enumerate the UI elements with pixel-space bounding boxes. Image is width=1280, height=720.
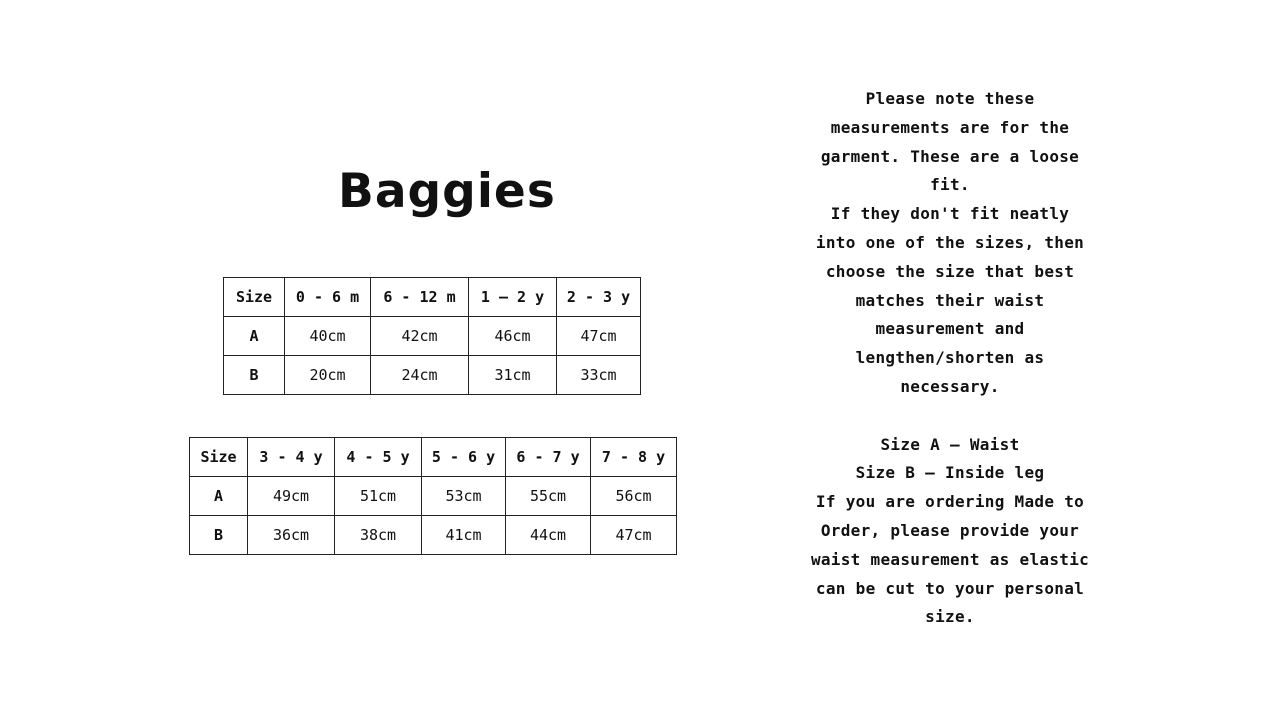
size-table-large	[189, 437, 677, 555]
page-title: Baggies	[338, 164, 556, 219]
table-cell: 51cm	[335, 477, 422, 516]
table-row	[224, 317, 641, 356]
row-label: A	[190, 477, 248, 516]
table-header-cell: 7 - 8 y	[591, 438, 677, 477]
note-made-to-order: If you are ordering Made to Order, please provide your waist measurement as elastic can be cut to your personal size.	[810, 492, 1090, 627]
table-header-cell: Size	[224, 278, 285, 317]
size-table-small	[223, 277, 641, 395]
table-cell: 47cm	[591, 516, 677, 555]
table-cell: 40cm	[285, 317, 371, 356]
table-header-cell: 6 - 7 y	[506, 438, 591, 477]
spacer	[810, 402, 1090, 431]
row-label: B	[190, 516, 248, 555]
table-cell: 24cm	[371, 356, 469, 395]
measurement-notes	[810, 85, 1090, 632]
table-header-cell: 1 – 2 y	[469, 278, 557, 317]
table-row	[190, 516, 677, 555]
table-header-row	[224, 278, 641, 317]
table-cell: 20cm	[285, 356, 371, 395]
note-garment-fit: Please note these measurements are for the garment. These are a loose fit.	[820, 89, 1080, 195]
table-header-cell: 6 - 12 m	[371, 278, 469, 317]
table-cell: 31cm	[469, 356, 557, 395]
table-cell: 53cm	[422, 477, 506, 516]
table-cell: 49cm	[248, 477, 335, 516]
table-header-row	[190, 438, 677, 477]
table-header-cell: 2 - 3 y	[557, 278, 641, 317]
row-label: A	[224, 317, 285, 356]
table-header-cell: 0 - 6 m	[285, 278, 371, 317]
table-row	[224, 356, 641, 395]
table-cell: 38cm	[335, 516, 422, 555]
table-header-cell: 5 - 6 y	[422, 438, 506, 477]
table-cell: 47cm	[557, 317, 641, 356]
table-header-cell: 3 - 4 y	[248, 438, 335, 477]
table-cell: 36cm	[248, 516, 335, 555]
table-row	[190, 477, 677, 516]
note-size-b: Size B – Inside leg	[855, 463, 1045, 483]
table-cell: 41cm	[422, 516, 506, 555]
note-size-a: Size A – Waist	[880, 434, 1020, 454]
table-cell: 33cm	[557, 356, 641, 395]
table-cell: 46cm	[469, 317, 557, 356]
table-cell: 44cm	[506, 516, 591, 555]
note-size-choice: If they don't fit neatly into one of the sizes, then choose the size that best matches their waist measurement and lengthen/shorten as necessary.	[815, 204, 1085, 396]
table-cell: 55cm	[506, 477, 591, 516]
table-cell: 42cm	[371, 317, 469, 356]
row-label: B	[224, 356, 285, 395]
table-header-cell: 4 - 5 y	[335, 438, 422, 477]
table-header-cell: Size	[190, 438, 248, 477]
table-cell: 56cm	[591, 477, 677, 516]
